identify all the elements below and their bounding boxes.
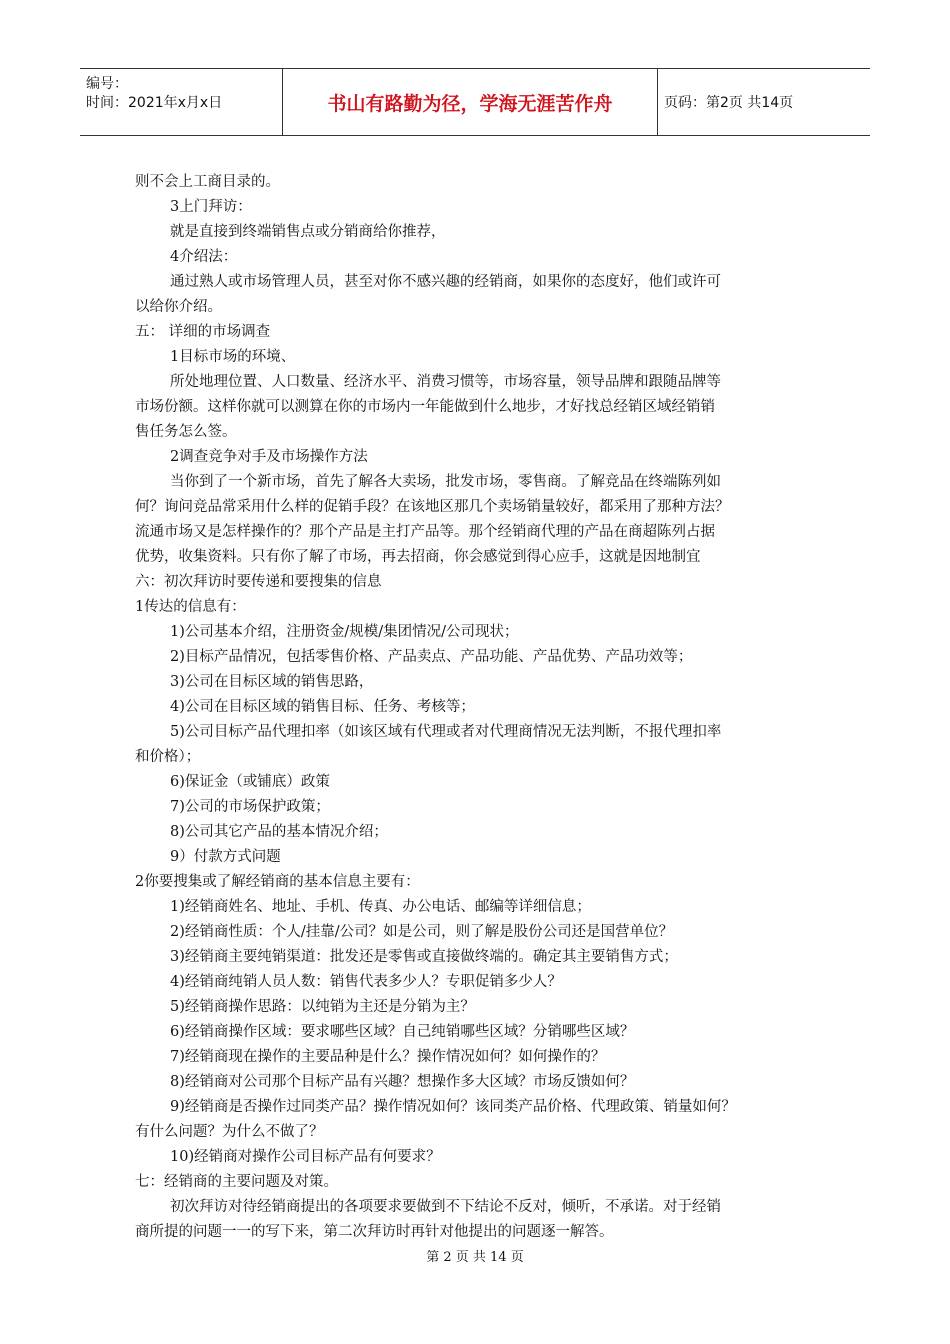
paragraph-line: 3)经销商主要纯销渠道：批发还是零售或直接做终端的。确定其主要销售方式； [170, 949, 678, 965]
paragraph-line: 则不会上工商目录的。 [135, 174, 280, 190]
paragraph-line: 和价格）； [135, 749, 201, 765]
paragraph-line: 以给你介绍。 [135, 299, 222, 315]
paragraph-line: 六：初次拜访时要传递和要搜集的信息 [135, 574, 382, 590]
document-date-label: 时间：2021年x月x日 [86, 95, 223, 111]
paragraph-line: 4介绍法： [170, 249, 238, 265]
paragraph-line: 1)经销商姓名、地址、手机、传真、办公电话、邮编等详细信息； [170, 899, 591, 915]
paragraph-line: 5)公司目标产品代理扣率（如该区域有代理或者对代理商情况无法判断，不报代理扣率 [170, 724, 722, 740]
paragraph-line: 3)公司在目标区域的销售思路， [170, 674, 374, 690]
paragraph-line: 4)经销商纯销人员人数：销售代表多少人？专职促销多少人？ [170, 974, 562, 990]
paragraph-line: 售任务怎么签。 [135, 424, 237, 440]
document-number-label: 编号： [86, 76, 128, 92]
paragraph-line: 初次拜访对待经销商提出的各项要求要做到不下结论不反对，倾听，不承诺。对于经销 [170, 1199, 721, 1215]
paragraph-line: 3上门拜访： [170, 199, 252, 215]
paragraph-line: 1)公司基本介绍，注册资金/规模/集团情况/公司现状； [170, 624, 519, 640]
paragraph-line: 通过熟人或市场管理人员，甚至对你不感兴趣的经销商，如果你的态度好，他们或许可 [170, 274, 721, 290]
header-page-number: 页码：第2页 共14页 [664, 95, 794, 111]
paragraph-line: 6)保证金（或铺底）政策 [170, 774, 330, 790]
header-meta-cell [80, 69, 283, 135]
paragraph-line: 2调查竞争对手及市场操作方法 [170, 449, 368, 465]
paragraph-line: 8)公司其它产品的基本情况介绍； [170, 824, 388, 840]
paragraph-line: 有什么问题？为什么不做了？ [135, 1124, 324, 1140]
header-motto: 书山有路勤为径，学海无涯苦作舟 [283, 69, 658, 135]
paragraph-line: 7)经销商现在操作的主要品种是什么？操作情况如何？如何操作的？ [170, 1049, 606, 1065]
document-body [135, 170, 835, 1245]
paragraph-line: 2)经销商性质：个人/挂靠/公司？如是公司，则了解是股份公司还是国营单位？ [170, 924, 674, 940]
paragraph-line: 4)公司在目标区域的销售目标、任务、考核等； [170, 699, 475, 715]
paragraph-line: 2你要搜集或了解经销商的基本信息主要有： [135, 874, 420, 890]
page-header [80, 68, 870, 136]
paragraph-line: 七：经销商的主要问题及对策。 [135, 1174, 338, 1190]
paragraph-line: 1目标市场的环境、 [170, 349, 296, 365]
footer-page-number: 第 2 页 共 14 页 [426, 1250, 524, 1265]
paragraph-line: 6)经销商操作区域：要求哪些区域？自己纯销哪些区域？分销哪些区域？ [170, 1024, 635, 1040]
paragraph-line: 所处地理位置、人口数量、经济水平、消费习惯等，市场容量，领导品牌和跟随品牌等 [170, 374, 721, 390]
paragraph-line: 流通市场又是怎样操作的？那个产品是主打产品等。那个经销商代理的产品在商超陈列占据 [135, 524, 715, 540]
paragraph-line: 就是直接到终端销售点或分销商给你推荐， [170, 224, 446, 240]
page-footer [0, 1246, 950, 1265]
paragraph-line: 1传达的信息有： [135, 599, 246, 615]
paragraph-line: 商所提的问题一一的写下来，第二次拜访时再针对他提出的问题逐一解答。 [135, 1224, 614, 1240]
paragraph-line: 优势，收集资料。只有你了解了市场，再去招商，你会感觉到得心应手，这就是因地制宜 [135, 549, 701, 565]
paragraph-line: 10)经销商对操作公司目标产品有何要求？ [170, 1149, 441, 1165]
paragraph-line: 5)经销商操作思路：以纯销为主还是分销为主？ [170, 999, 475, 1015]
paragraph-line: 9)经销商是否操作过同类产品？操作情况如何？该同类产品价格、代理政策、销量如何？ [170, 1099, 736, 1115]
paragraph-line: 市场份额。这样你就可以测算在你的市场内一年能做到什么地步，才好找总经销区域经销销 [135, 399, 715, 415]
paragraph-line: 当你到了一个新市场，首先了解各大卖场，批发市场，零售商。了解竞品在终端陈列如 [170, 474, 721, 490]
paragraph-line: 2)目标产品情况，包括零售价格、产品卖点、产品功能、产品优势、产品功效等； [170, 649, 693, 665]
paragraph-line: 五： 详细的市场调查 [135, 324, 271, 340]
paragraph-line: 8)经销商对公司那个目标产品有兴趣？想操作多大区域？市场反馈如何？ [170, 1074, 635, 1090]
paragraph-line: 7)公司的市场保护政策； [170, 799, 330, 815]
paragraph-line: 何？询问竞品常采用什么样的促销手段？在该地区那几个卖场销量较好，都采用了那种方法？ [135, 499, 730, 515]
paragraph-line: 9）付款方式问题 [170, 849, 281, 865]
